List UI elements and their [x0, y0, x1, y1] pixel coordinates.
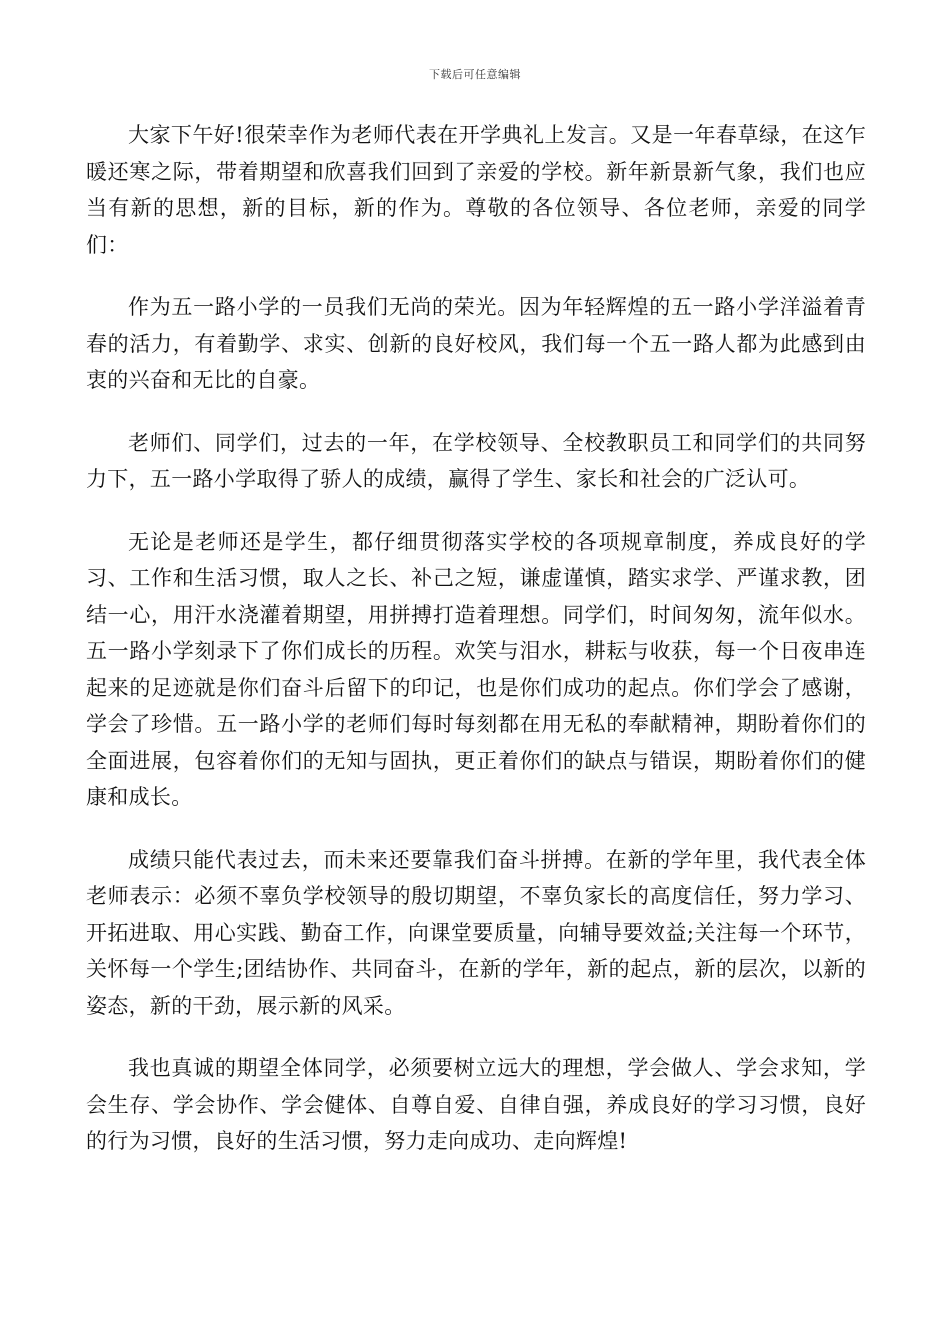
paragraph-school-pride: 作为五一路小学的一员我们无尚的荣光。因为年轻辉煌的五一路小学洋溢着青春的活力，有着勤学、求实、创新的良好校风，我们每一个五一路人都为此感到由衷的兴奋和无比的自豪。 [86, 295, 866, 392]
document-body [86, 117, 866, 1186]
paragraph-past-year: 老师们、同学们，过去的一年，在学校领导、全校教职员工和同学们的共同努力下，五一路小学取得了骄人的成绩，赢得了学生、家长和社会的广泛认可。 [86, 430, 866, 491]
paragraph-growth: 无论是老师还是学生，都仔细贯彻落实学校的各项规章制度，养成良好的学习、工作和生活习惯，取人之长、补己之短，谦虚谨慎，踏实求学、严谨求教，团结一心，用汗水浇灌着期望，用拼搏打造着理想。同学们，时间匆匆，流年似水。五一路小学刻录下了你们成长的历程。欢笑与泪水，耕耘与收获，每一个日夜串连起来的足迹就是你们奋斗后留下的印记，也是你们成功的起点。你们学会了感谢，学会了珍惜。五一路小学的老师们每时每刻都在用无私的奉献精神，期盼着你们的全面进展，包容着你们的无知与固执，更正着你们的缺点与错误，期盼着你们的健康和成长。 [86, 529, 866, 809]
paragraph-expectations: 我也真诚的期望全体同学，必须要树立远大的理想，学会做人、学会求知，学会生存、学会协作、学会健体、自尊自爱、自律自强，养成良好的学习习惯，良好的行为习惯，良好的生活习惯，努力走向成功、走向辉煌! [86, 1056, 866, 1153]
paragraph-greeting: 大家下午好!很荣幸作为老师代表在开学典礼上发言。又是一年春草绿，在这乍暖还寒之际，带着期望和欣喜我们回到了亲爱的学校。新年新景新气象，我们也应当有新的思想，新的目标，新的作为。尊敬的各位领导、各位老师，亲爱的同学们： [86, 123, 866, 257]
header-note: 下载后可任意编辑 [429, 68, 521, 81]
paragraph-commitment: 成绩只能代表过去，而未来还要靠我们奋斗拼搏。在新的学年里，我代表全体老师表示：必须不辜负学校领导的殷切期望，不辜负家长的高度信任，努力学习、开拓进取、用心实践、勤奋工作，向课堂要质量，向辅导要效益;关注每一个环节，关怀每一个学生;团结协作、共同奋斗，在新的学年，新的起点，新的层次，以新的姿态，新的干劲，展示新的风采。 [86, 847, 866, 1018]
